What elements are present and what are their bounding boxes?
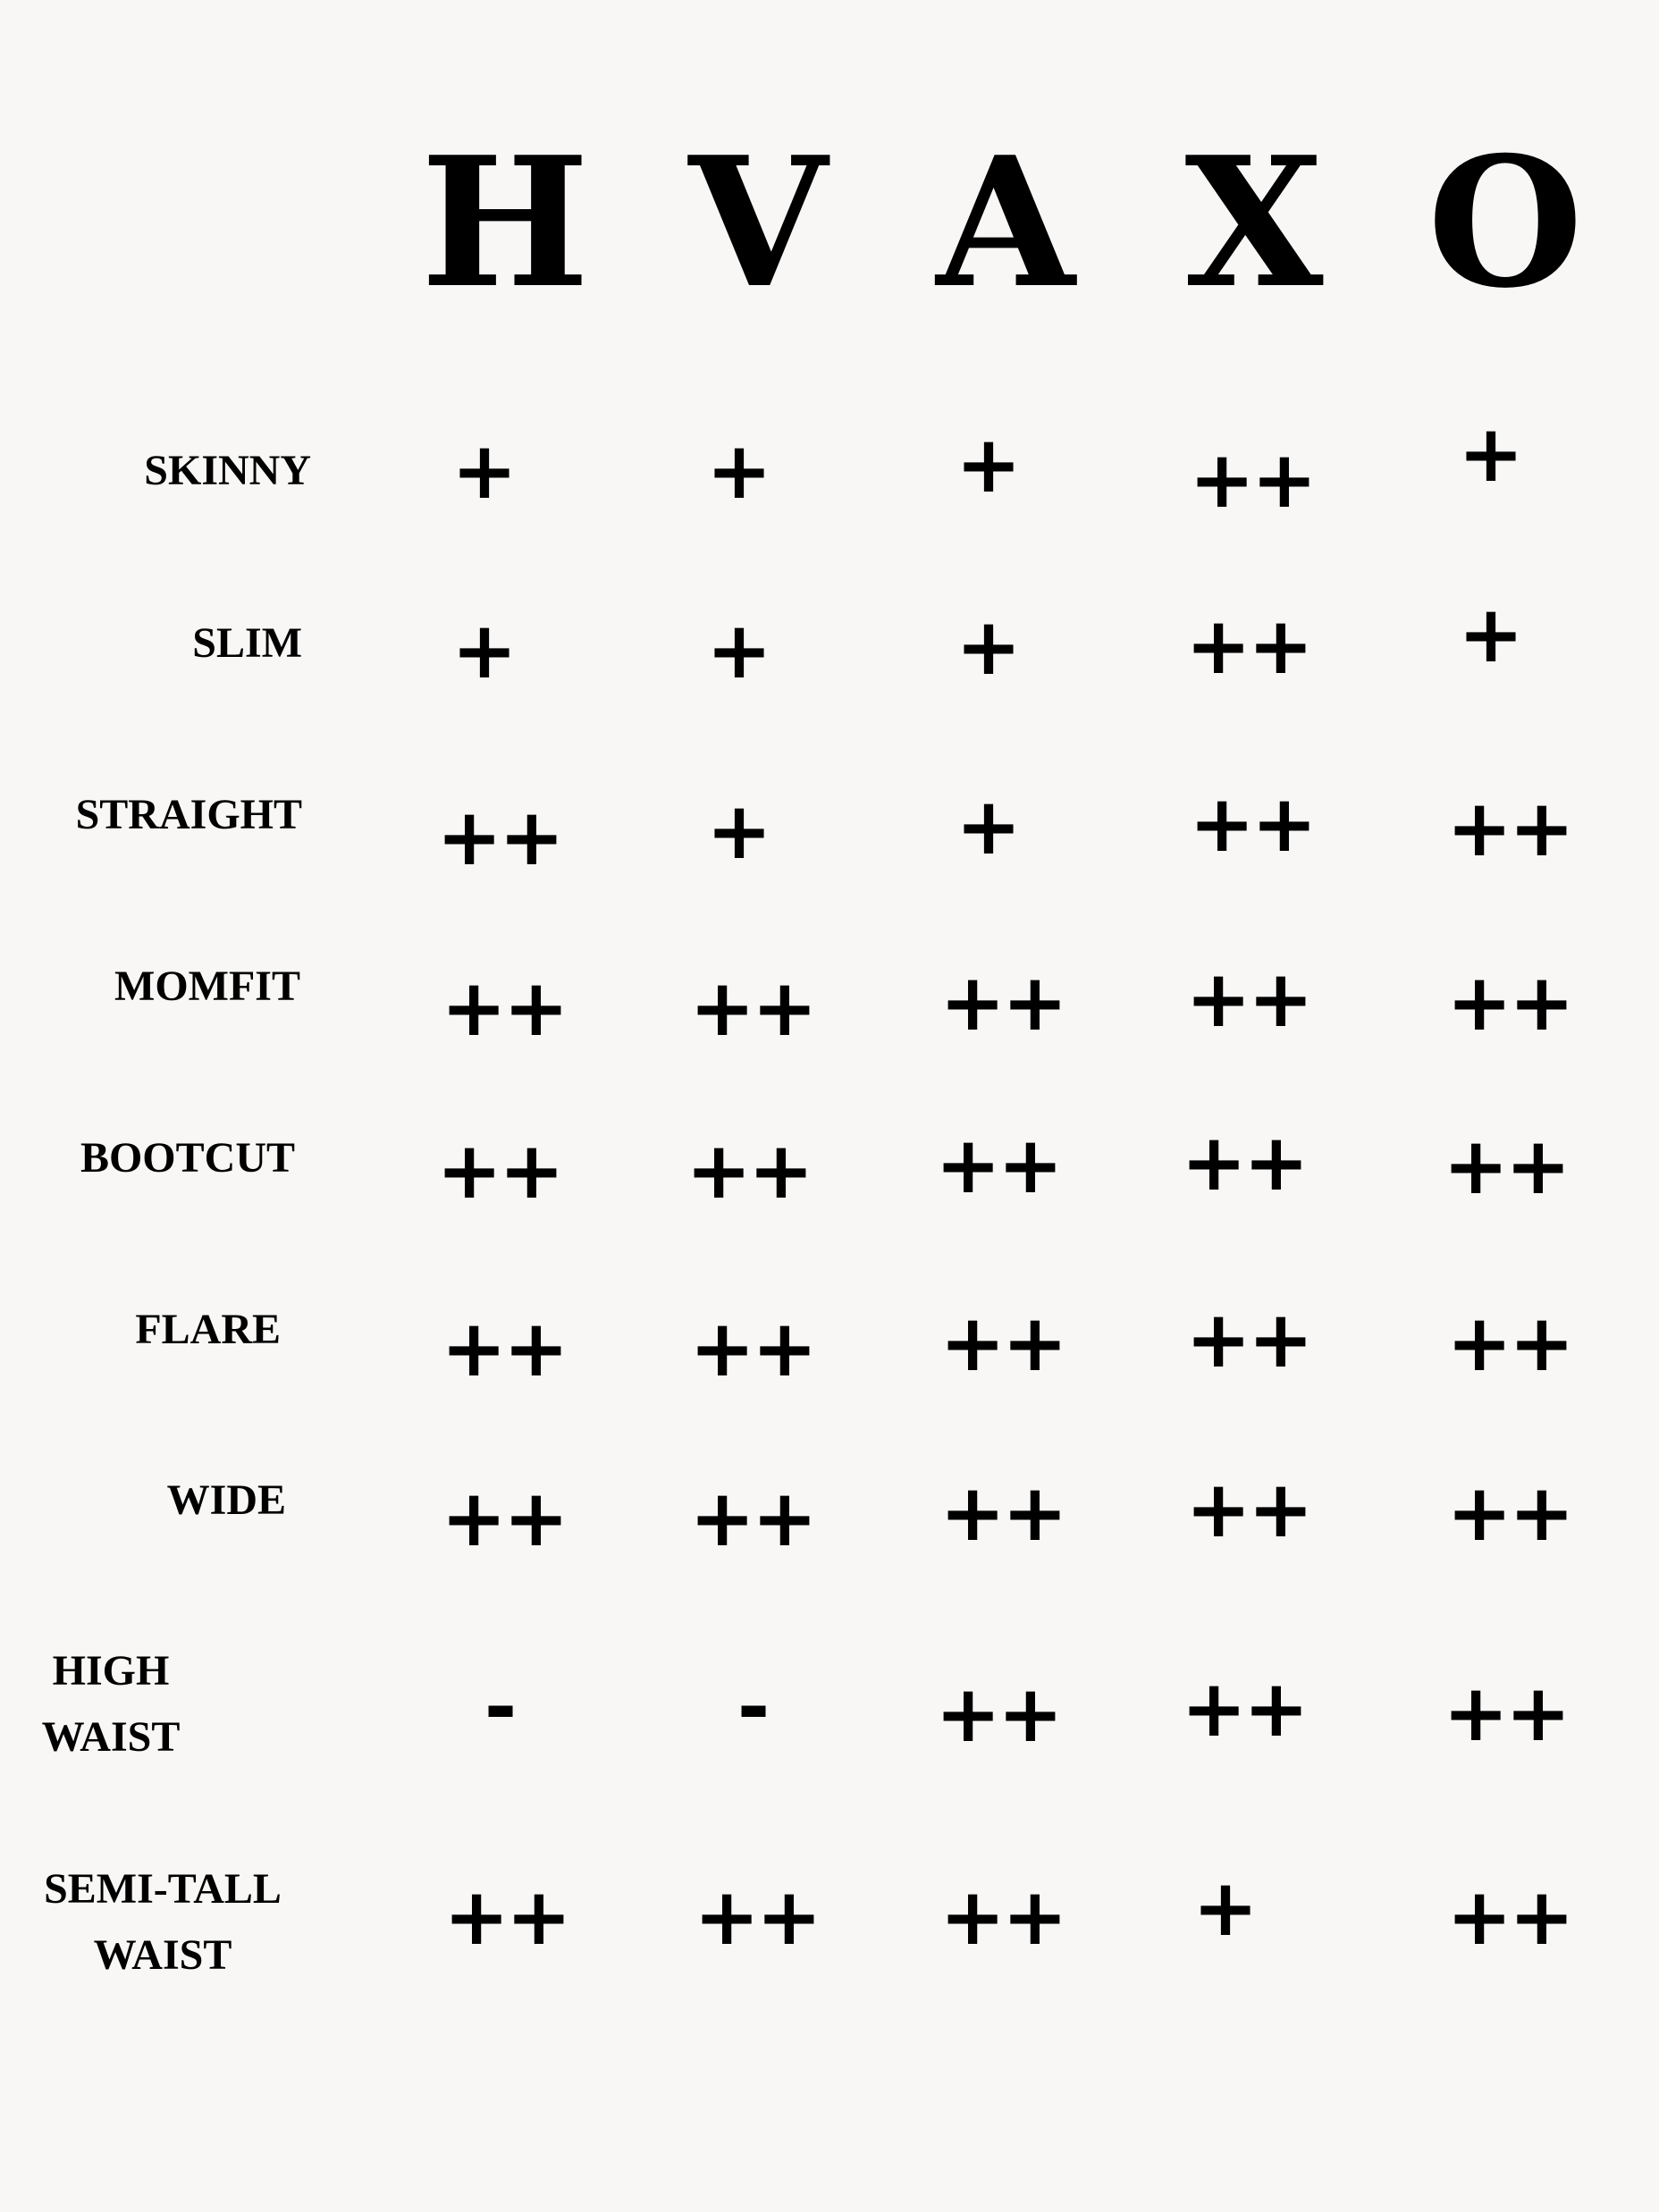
rating-cell: ++ [436, 1124, 561, 1216]
rating-cell: ++ [1181, 1662, 1306, 1754]
rating-cell: ++ [1181, 1116, 1306, 1208]
row-label-line: SEMI-TALL [44, 1865, 282, 1913]
row-label [0, 1297, 281, 1363]
rating-cell: ++ [441, 962, 566, 1054]
rating-cell: ++ [436, 791, 561, 883]
rating-cell: ++ [1185, 600, 1310, 692]
row-label [0, 438, 311, 504]
rating-cell: - [484, 1661, 514, 1753]
row-label-line: WIDE [166, 1476, 286, 1524]
row-label [0, 782, 302, 848]
rating-cell: + [956, 601, 1018, 693]
rating-cell: ++ [686, 1124, 811, 1216]
row-label-line: WAIST [93, 1931, 232, 1979]
rating-cell: ++ [939, 1297, 1065, 1389]
rating-cell: ++ [441, 1302, 566, 1394]
rating-cell: ++ [694, 1871, 819, 1963]
row-label [0, 1468, 286, 1534]
rating-cell: - [737, 1661, 767, 1753]
row-label-line: MOMFIT [114, 963, 300, 1010]
column-header-v: V [688, 118, 828, 328]
row-label [0, 1638, 290, 1770]
rating-cell: + [1458, 408, 1520, 500]
row-label [0, 610, 302, 677]
column-header-a: A [936, 118, 1075, 328]
rating-cell: + [1458, 588, 1520, 680]
rating-cell: + [451, 425, 514, 517]
rating-cell: ++ [1185, 1463, 1310, 1555]
rating-cell: + [1192, 1862, 1255, 1954]
column-header-x: X [1184, 118, 1324, 328]
rating-cell: ++ [1446, 956, 1571, 1048]
rating-cell: + [706, 425, 769, 517]
rating-cell: ++ [689, 1302, 814, 1394]
rating-cell: + [451, 604, 514, 696]
rating-cell: ++ [689, 962, 814, 1054]
rating-cell: ++ [443, 1871, 568, 1963]
rating-cell: + [956, 780, 1018, 872]
rating-cell: + [956, 418, 1018, 510]
rating-cell: ++ [935, 1668, 1060, 1760]
rating-cell: ++ [1446, 1467, 1571, 1559]
rating-cell: + [706, 604, 769, 696]
row-label-line: FLARE [135, 1306, 281, 1353]
rating-cell: ++ [1446, 1297, 1571, 1389]
rating-cell: ++ [1443, 1667, 1568, 1759]
row-label-line: SKINNY [144, 447, 311, 494]
row-label-line: SLIM [192, 619, 302, 667]
rating-cell: ++ [939, 1467, 1065, 1559]
rating-cell: + [706, 785, 769, 877]
rating-cell: ++ [1443, 1120, 1568, 1212]
row-label [0, 1125, 295, 1191]
column-header-h: H [420, 118, 590, 328]
row-label-line: BOOTCUT [80, 1134, 295, 1182]
row-label-line: HIGH [52, 1647, 170, 1695]
row-label-line: STRAIGHT [75, 791, 302, 838]
rating-cell: ++ [1189, 778, 1314, 870]
rating-cell: ++ [939, 1871, 1065, 1963]
rating-cell: ++ [1446, 782, 1571, 874]
row-label [0, 1856, 341, 1989]
rating-cell: ++ [1189, 433, 1314, 526]
row-label [0, 954, 300, 1020]
rating-cell: ++ [689, 1472, 814, 1564]
rating-cell: ++ [441, 1472, 566, 1564]
rating-cell: ++ [939, 956, 1065, 1048]
rating-cell: ++ [1185, 953, 1310, 1045]
column-header-o: O [1427, 118, 1584, 328]
rating-cell: ++ [935, 1119, 1060, 1211]
rating-cell: ++ [1446, 1871, 1571, 1963]
rating-cell: ++ [1185, 1293, 1310, 1385]
row-label-line: WAIST [41, 1713, 181, 1761]
